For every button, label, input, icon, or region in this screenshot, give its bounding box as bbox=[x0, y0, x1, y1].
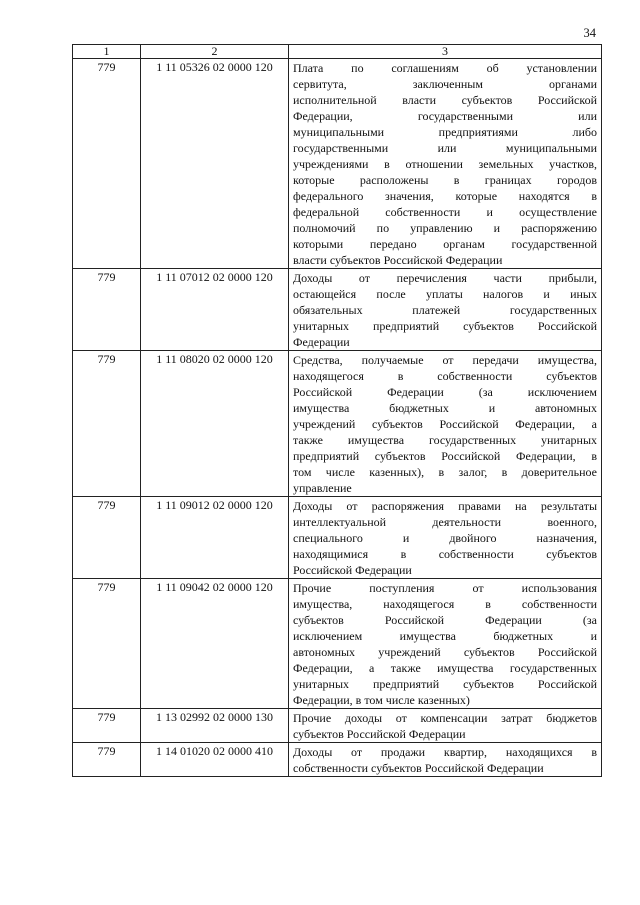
column-header: 2 bbox=[141, 45, 289, 59]
column-header: 1 bbox=[73, 45, 141, 59]
description-line: том числе казенных), в залог, в доверительное bbox=[293, 465, 597, 479]
description-line: Федерации, государственными или bbox=[293, 109, 597, 123]
kbk-code-cell: 1 13 02992 02 0000 130 bbox=[141, 709, 289, 743]
description-line: остающейся после уплаты налогов и иных bbox=[293, 287, 597, 301]
description-line: имущества бюджетных и автономных bbox=[293, 401, 597, 415]
description-line: специального и двойного назначения, bbox=[293, 531, 597, 545]
description-line: федеральной собственности и осуществление bbox=[293, 205, 597, 219]
description-line: которые расположены в границах городов bbox=[293, 173, 597, 187]
kbk-code-cell: 1 11 07012 02 0000 120 bbox=[141, 269, 289, 351]
kbk-code-cell: 1 11 05326 02 0000 120 bbox=[141, 59, 289, 269]
description-line: Федерации, а также имущества государственных bbox=[293, 661, 597, 675]
kbk-code-cell: 1 11 08020 02 0000 120 bbox=[141, 351, 289, 497]
description-line: федерального значения, которые находятся в bbox=[293, 189, 597, 203]
description-cell bbox=[289, 579, 602, 709]
description-line: также имущества государственных унитарных bbox=[293, 433, 597, 447]
description-line: учреждений субъектов Российской Федерации, а bbox=[293, 417, 597, 431]
description-cell bbox=[289, 351, 602, 497]
description-cell bbox=[289, 497, 602, 579]
admin-code-cell: 779 bbox=[73, 743, 141, 777]
description-line: субъектов Российской Федерации bbox=[293, 727, 466, 741]
admin-code-cell: 779 bbox=[73, 269, 141, 351]
description-line: Плата по соглашениям об установлении bbox=[293, 61, 597, 75]
description-line: собственности субъектов Российской Федерации bbox=[293, 761, 544, 775]
description-line: Доходы от продажи квартир, находящихся в bbox=[293, 745, 597, 759]
admin-code-cell: 779 bbox=[73, 351, 141, 497]
description-line: имущества, находящегося в собственности bbox=[293, 597, 597, 611]
revenue-codes-table bbox=[72, 44, 602, 777]
description-line: Доходы от перечисления части прибыли, bbox=[293, 271, 597, 285]
description-line: которыми передано органам государственной bbox=[293, 237, 597, 251]
description-line: находящегося в собственности субъектов bbox=[293, 369, 597, 383]
table-row bbox=[73, 59, 602, 269]
description-line: субъектов Российской Федерации (за bbox=[293, 613, 597, 627]
description-line: муниципальными предприятиями либо bbox=[293, 125, 597, 139]
description-line: исключением имущества бюджетных и bbox=[293, 629, 597, 643]
admin-code-cell: 779 bbox=[73, 579, 141, 709]
description-line: полномочий по управлению и распоряжению bbox=[293, 221, 597, 235]
table-row bbox=[73, 351, 602, 497]
description-cell bbox=[289, 743, 602, 777]
description-line: автономных учреждений субъектов Российской bbox=[293, 645, 597, 659]
table-row bbox=[73, 743, 602, 777]
description-line: Федерации, в том числе казенных) bbox=[293, 693, 470, 707]
description-line: интеллектуальной деятельности военного, bbox=[293, 515, 597, 529]
description-line: находящимися в собственности субъектов bbox=[293, 547, 597, 561]
description-line: Российской Федерации bbox=[293, 563, 412, 577]
description-line: унитарных предприятий субъектов Российской bbox=[293, 319, 597, 333]
admin-code-cell: 779 bbox=[73, 497, 141, 579]
page-number: 34 bbox=[583, 26, 596, 40]
admin-code-cell: 779 bbox=[73, 709, 141, 743]
description-line: предприятий субъектов Российской Федерации, в bbox=[293, 449, 597, 463]
description-cell bbox=[289, 269, 602, 351]
description-line: власти субъектов Российской Федерации bbox=[293, 253, 503, 267]
kbk-code-cell: 1 11 09042 02 0000 120 bbox=[141, 579, 289, 709]
kbk-code-cell: 1 11 09012 02 0000 120 bbox=[141, 497, 289, 579]
description-line: унитарных предприятий субъектов Российской bbox=[293, 677, 597, 691]
description-line: исполнительной власти субъектов Российской bbox=[293, 93, 597, 107]
description-line: Доходы от распоряжения правами на результаты bbox=[293, 499, 597, 513]
description-line: Прочие поступления от использования bbox=[293, 581, 597, 595]
description-line: Прочие доходы от компенсации затрат бюджетов bbox=[293, 711, 597, 725]
admin-code-cell: 779 bbox=[73, 59, 141, 269]
description-line: управление bbox=[293, 481, 352, 495]
description-line: Федерации bbox=[293, 335, 350, 349]
kbk-code-cell: 1 14 01020 02 0000 410 bbox=[141, 743, 289, 777]
description-line: государственными или муниципальными bbox=[293, 141, 597, 155]
table-row bbox=[73, 497, 602, 579]
column-header: 3 bbox=[289, 45, 602, 59]
table-row bbox=[73, 269, 602, 351]
description-line: сервитута, заключенным органами bbox=[293, 77, 597, 91]
description-line: учреждениями в отношении земельных участков, bbox=[293, 157, 597, 171]
description-line: обязательных платежей государственных bbox=[293, 303, 597, 317]
description-line: Российской Федерации (за исключением bbox=[293, 385, 597, 399]
table-row bbox=[73, 709, 602, 743]
description-cell bbox=[289, 59, 602, 269]
description-cell bbox=[289, 709, 602, 743]
table-row bbox=[73, 579, 602, 709]
table-header-row bbox=[73, 45, 602, 59]
description-line: Средства, получаемые от передачи имущества, bbox=[293, 353, 597, 367]
